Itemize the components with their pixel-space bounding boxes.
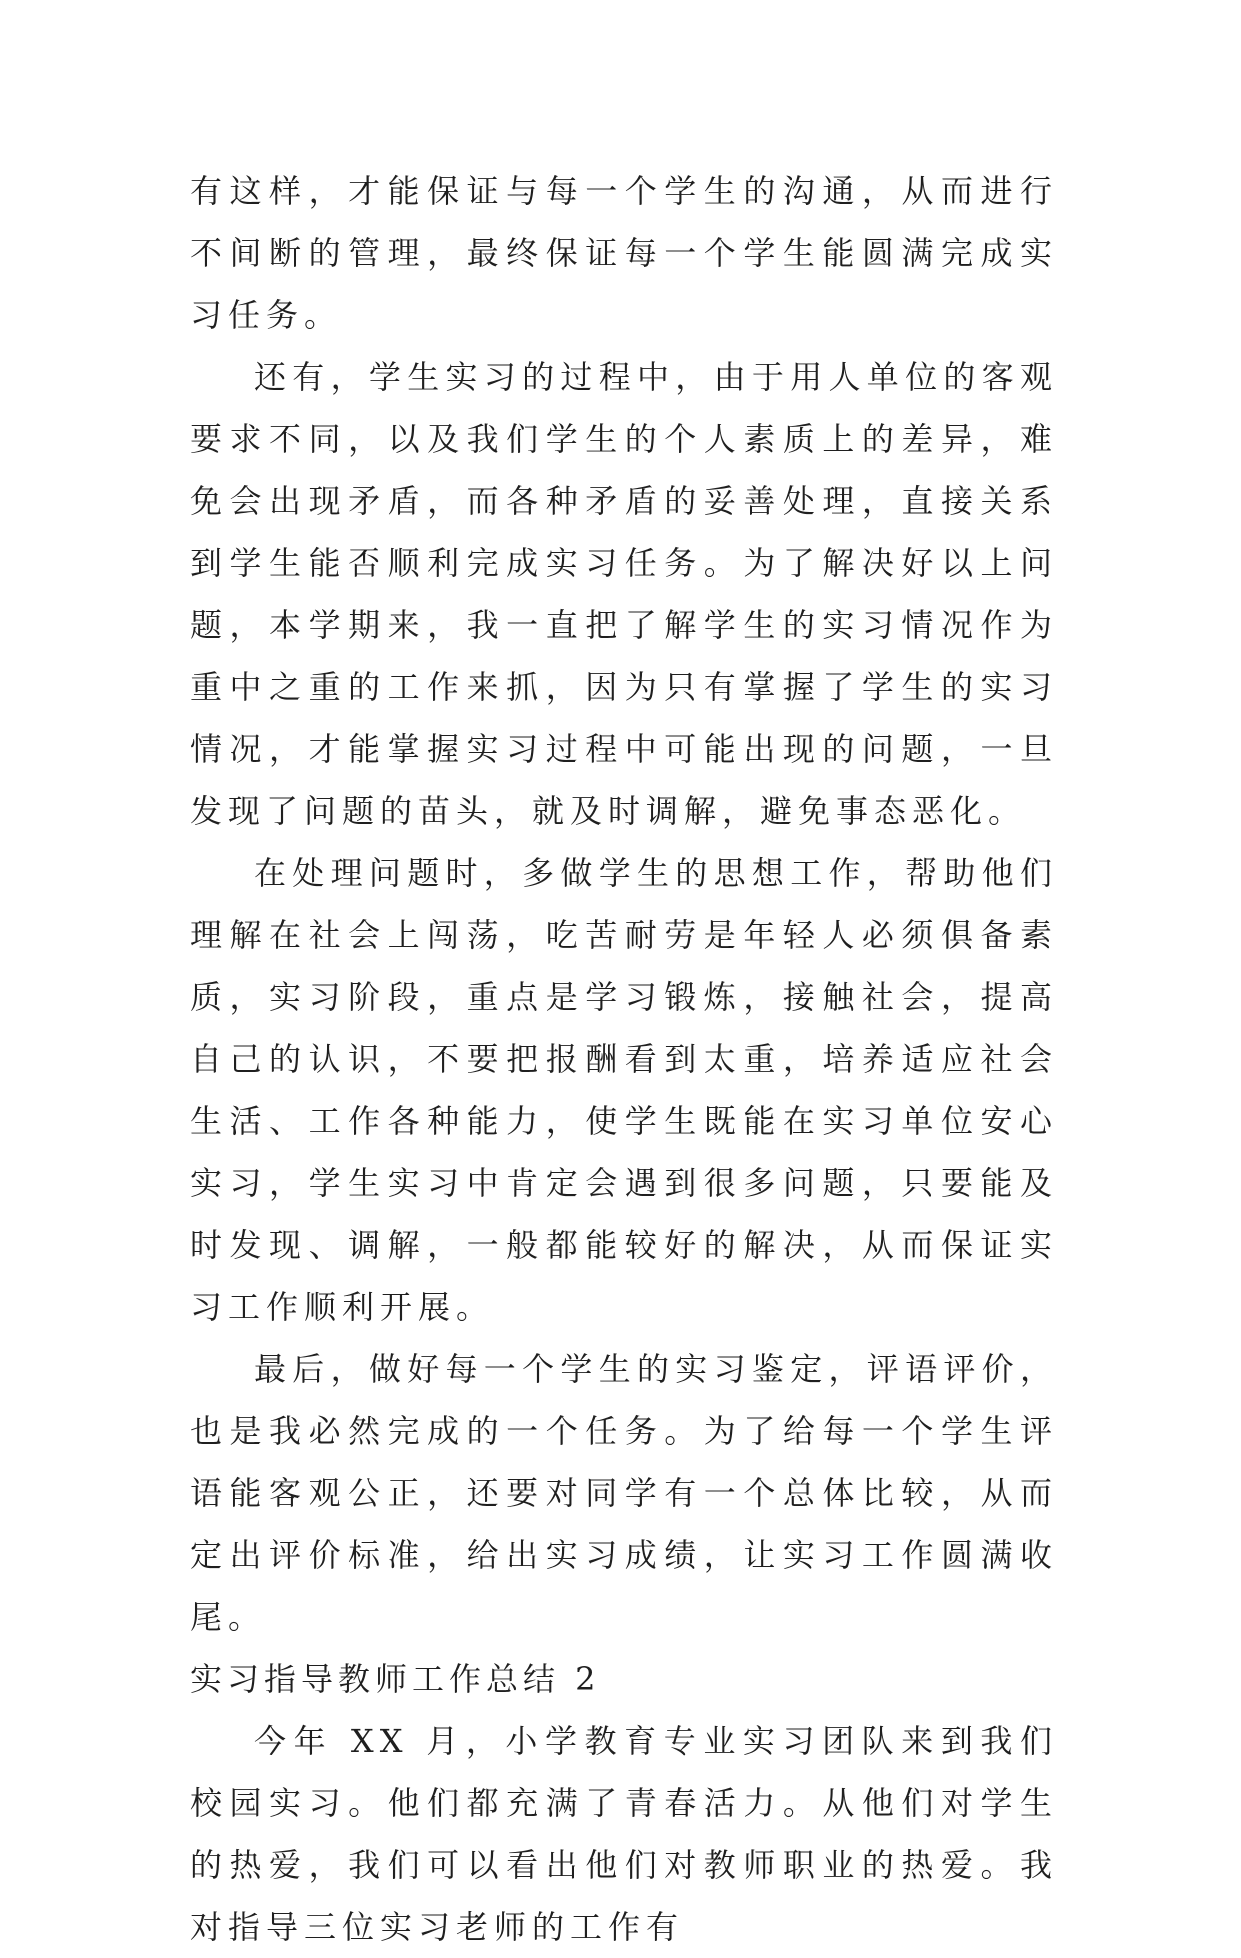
document-body	[190, 160, 1058, 1958]
paragraph-continued: 有这样，才能保证与每一个学生的沟通，从而进行不间断的管理，最终保证每一个学生能圆满完成实习任务。	[190, 172, 1058, 334]
paragraph-intro: 今年 XX 月，小学教育专业实习团队来到我们校园实习。他们都充满了青春活力。从他们对学生的热爱，我们可以看出他们对教师职业的热爱。我对指导三位实习老师的工作有	[190, 1722, 1058, 1946]
paragraph-thought-work: 在处理问题时，多做学生的思想工作，帮助他们理解在社会上闯荡，吃苦耐劳是年轻人必须俱备素质，实习阶段，重点是学习锻炼，接触社会，提高自己的认识，不要把报酬看到太重，培养适应社会生活、工作各种能力，使学生既能在实习单位安心实习，学生实习中肯定会遇到很多问题，只要能及时发现、调解，一般都能较好的解决，从而保证实习工作顺利开展。	[190, 854, 1058, 1326]
section-title: 实习指导教师工作总结 2	[190, 1660, 601, 1698]
paragraph-evaluation: 最后，做好每一个学生的实习鉴定，评语评价，也是我必然完成的一个任务。为了给每一个学生评语能客观公正，还要对同学有一个总体比较，从而定出评价标准，给出实习成绩，让实习工作圆满收尾。	[190, 1350, 1058, 1636]
paragraph-conflicts: 还有，学生实习的过程中，由于用人单位的客观要求不同，以及我们学生的个人素质上的差异，难免会出现矛盾，而各种矛盾的妥善处理，直接关系到学生能否顺利完成实习任务。为了解决好以上问题，本学期来，我一直把了解学生的实习情况作为重中之重的工作来抓，因为只有掌握了学生的实习情况，才能掌握实习过程中可能出现的问题，一旦发现了问题的苗头，就及时调解，避免事态恶化。	[190, 358, 1058, 830]
